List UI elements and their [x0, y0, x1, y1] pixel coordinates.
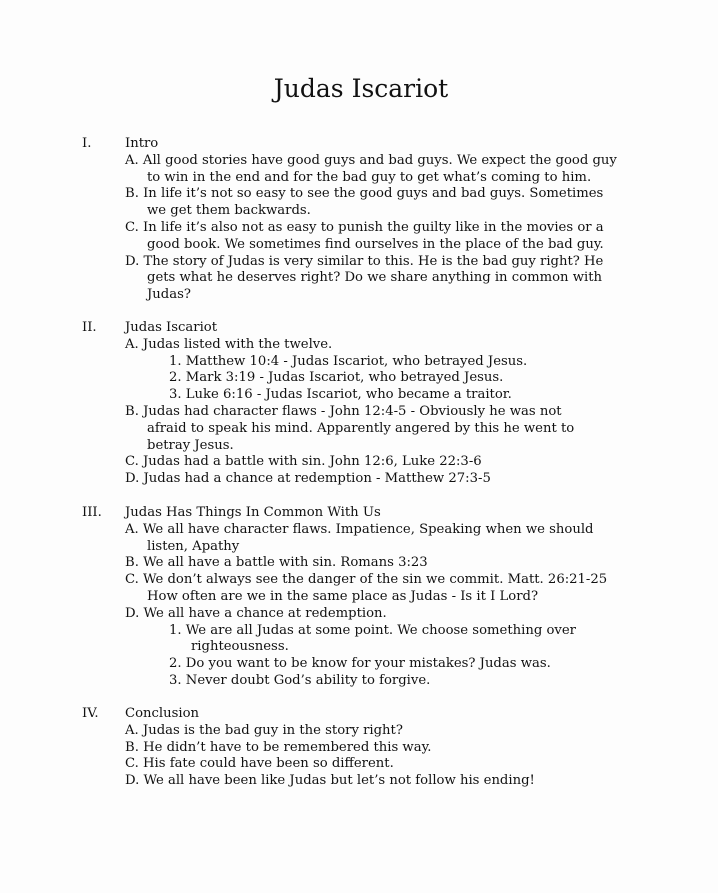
- item-text: How often are we in the same place as Judas - Is it I Lord?: [147, 588, 539, 604]
- item-line: [0, 438, 718, 455]
- outline-subitem: [0, 387, 718, 404]
- item-text: We all have a battle with sin. Romans 3:23: [143, 555, 428, 571]
- item-text: good book. We sometimes find ourselves in the place of the bad guy.: [147, 236, 604, 252]
- item-line: [0, 270, 718, 287]
- outline-item: [0, 756, 718, 773]
- item-line: [0, 421, 718, 438]
- item-line: [0, 170, 718, 187]
- outline-item: [0, 522, 718, 556]
- item-text: Judas is the bad guy in the story right?: [142, 722, 403, 738]
- item-text: to win in the end and for the bad guy to get what’s coming to him.: [147, 169, 592, 185]
- item-text: Judas listed with the twelve.: [142, 336, 333, 352]
- item-label: D.: [125, 253, 140, 269]
- item-text: afraid to speak his mind. Apparently angered by this he went to: [147, 420, 575, 436]
- outline-item: [0, 723, 718, 740]
- item-line: [0, 623, 718, 640]
- item-line: [0, 773, 718, 790]
- item-text: Do you want to be know for your mistakes? Judas was.: [185, 656, 551, 672]
- item-label: D.: [125, 773, 140, 789]
- item-line: [0, 555, 718, 572]
- section-items: [0, 337, 718, 488]
- item-line: [0, 740, 718, 757]
- item-text: He didn’t have to be remembered this way.: [143, 739, 432, 755]
- section-items: [0, 153, 718, 304]
- item-label: B.: [125, 403, 139, 419]
- item-label: A.: [125, 152, 139, 168]
- item-label: B.: [125, 186, 139, 202]
- item-text: we get them backwards.: [147, 203, 311, 219]
- item-line: [0, 639, 718, 656]
- item-label: A.: [125, 722, 139, 738]
- outline-item: [0, 555, 718, 572]
- item-line: [0, 606, 718, 623]
- item-line: [0, 756, 718, 773]
- item-line: [0, 471, 718, 488]
- outline-item: [0, 404, 718, 454]
- item-text: All good stories have good guys and bad guys. We expect the good guy: [142, 152, 617, 168]
- outline-item: [0, 220, 718, 254]
- item-line: [0, 220, 718, 237]
- outline-subitem: [0, 370, 718, 387]
- outline-item: [0, 254, 718, 304]
- item-text: His fate could have been so different.: [143, 756, 394, 772]
- item-text: We all have a chance at redemption.: [143, 605, 387, 621]
- item-label: D.: [125, 605, 140, 621]
- item-line: [0, 153, 718, 170]
- item-label: 1.: [169, 622, 182, 638]
- item-text: In life it’s also not as easy to punish the guilty like in the movies or a: [143, 219, 604, 235]
- item-line: [0, 656, 718, 673]
- item-line: [0, 539, 718, 556]
- item-label: B.: [125, 739, 139, 755]
- item-text: Judas had a battle with sin. John 12:6, Luke 22:3-6: [143, 454, 482, 470]
- outline-subitem: [0, 673, 718, 690]
- item-text: Judas had a chance at redemption - Matthew 27:3-5: [143, 471, 491, 487]
- item-label: C.: [125, 756, 139, 772]
- item-label: 3.: [169, 672, 182, 688]
- section-numeral: I.: [82, 136, 92, 151]
- item-line: [0, 354, 718, 371]
- item-line: [0, 186, 718, 203]
- item-text: Matthew 10:4 - Judas Iscariot, who betrayed Jesus.: [185, 353, 528, 369]
- section-heading: Intro: [125, 136, 159, 151]
- item-line: [0, 387, 718, 404]
- item-text: We all have character flaws. Impatience, Speaking when we should: [142, 521, 594, 537]
- item-label: C.: [125, 454, 139, 470]
- item-label: C.: [125, 572, 139, 588]
- outline-item: [0, 606, 718, 623]
- outline-item: [0, 337, 718, 354]
- item-text: gets what he deserves right? Do we share anything in common with: [147, 270, 603, 286]
- item-text: Judas had character flaws - John 12:4-5 - Obviously he was not: [143, 403, 562, 419]
- item-text: The story of Judas is very similar to this. He is the bad guy right? He: [143, 253, 604, 269]
- outline-item: [0, 454, 718, 471]
- item-line: [0, 589, 718, 606]
- item-line: [0, 522, 718, 539]
- item-line: [0, 254, 718, 271]
- item-label: B.: [125, 555, 139, 571]
- document-title: Judas Iscariot: [273, 74, 449, 103]
- item-text: We all have been like Judas but let’s not follow his ending!: [143, 773, 535, 789]
- item-line: [0, 454, 718, 471]
- item-text: Mark 3:19 - Judas Iscariot, who betrayed Jesus.: [185, 370, 504, 386]
- item-line: [0, 572, 718, 589]
- item-line: [0, 673, 718, 690]
- item-label: C.: [125, 219, 139, 235]
- section-numeral: II.: [82, 320, 97, 335]
- item-text: betray Jesus.: [147, 437, 234, 453]
- section-items: [0, 522, 718, 690]
- section-heading: Conclusion: [125, 706, 200, 721]
- outline-item: [0, 773, 718, 790]
- item-text: Luke 6:16 - Judas Iscariot, who became a traitor.: [185, 387, 512, 403]
- item-label: A.: [125, 336, 139, 352]
- item-line: [0, 203, 718, 220]
- item-text: righteousness.: [191, 639, 289, 655]
- item-line: [0, 287, 718, 304]
- section-numeral: IV.: [82, 706, 99, 721]
- outline-item: [0, 740, 718, 757]
- item-text: We don’t always see the danger of the sin we commit. Matt. 26:21-25: [143, 572, 608, 588]
- section-heading: Judas Iscariot: [125, 320, 218, 335]
- section-numeral: III.: [82, 505, 102, 520]
- item-label: D.: [125, 471, 140, 487]
- outline-item: [0, 153, 718, 187]
- item-text: We are all Judas at some point. We choose something over: [185, 622, 576, 638]
- item-text: In life it’s not so easy to see the good guys and bad guys. Sometimes: [143, 186, 604, 202]
- item-label: 2.: [169, 370, 182, 386]
- outline-subitem: [0, 623, 718, 657]
- section-items: [0, 723, 718, 790]
- item-label: 1.: [169, 353, 182, 369]
- item-line: [0, 404, 718, 421]
- item-line: [0, 723, 718, 740]
- item-label: 3.: [169, 387, 182, 403]
- item-line: [0, 337, 718, 354]
- item-text: listen, Apathy: [147, 538, 240, 554]
- outline-subitem: [0, 354, 718, 371]
- item-line: [0, 237, 718, 254]
- item-label: 2.: [169, 656, 182, 672]
- outline-item: [0, 186, 718, 220]
- outline-item: [0, 471, 718, 488]
- outline-subitem: [0, 656, 718, 673]
- item-text: Never doubt God’s ability to forgive.: [185, 672, 431, 688]
- item-label: A.: [125, 521, 139, 537]
- section-heading: Judas Has Things In Common With Us: [125, 505, 381, 520]
- item-text: Judas?: [147, 287, 191, 303]
- item-line: [0, 370, 718, 387]
- outline-item: [0, 572, 718, 606]
